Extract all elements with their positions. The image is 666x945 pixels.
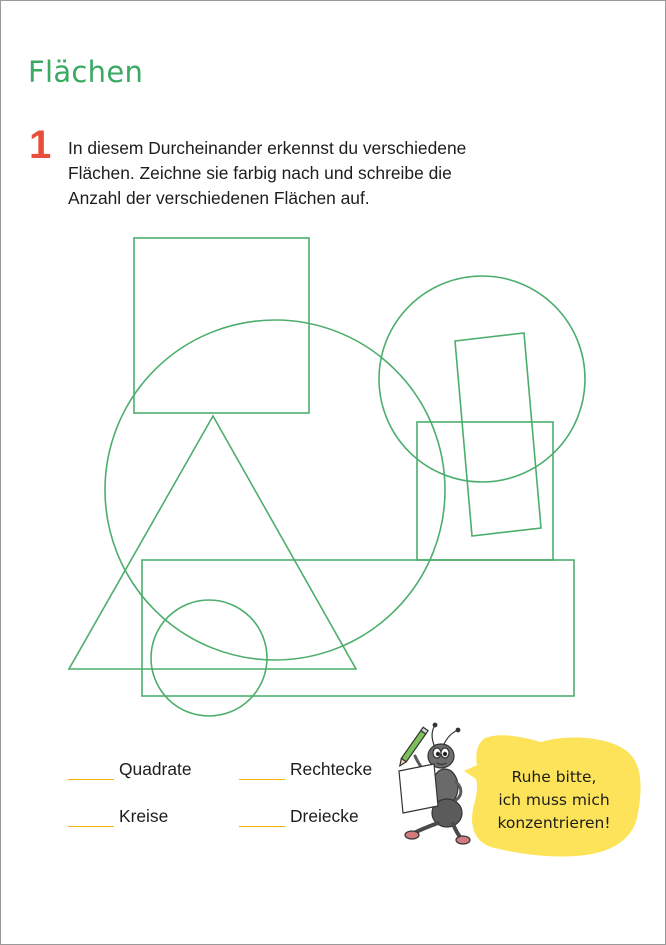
task-line: Anzahl der verschiedenen Flächen auf. (68, 188, 370, 208)
bubble-line: Ruhe bitte, (511, 768, 597, 786)
answer-blank[interactable] (239, 761, 285, 780)
ant-mascot-icon (397, 723, 470, 844)
circle-large[interactable] (105, 320, 445, 660)
task-number: 1 (29, 123, 52, 167)
page-title: Flächen (28, 55, 144, 89)
speech-bubble-text (479, 766, 629, 835)
answer-blank[interactable] (239, 808, 285, 827)
bubble-line: konzentrieren! (497, 814, 611, 832)
answer-blank[interactable] (68, 761, 114, 780)
answer-label: Rechtecke (290, 759, 373, 779)
answer-quadrate (68, 759, 192, 780)
answer-rechtecke (239, 759, 372, 780)
rectangle-tilted[interactable] (455, 333, 541, 536)
circle-right[interactable] (379, 276, 585, 482)
task-line: Flächen. Zeichne sie farbig nach und schreibe die (68, 163, 452, 183)
triangle[interactable] (69, 416, 356, 669)
square-top-left[interactable] (134, 238, 309, 413)
task-line: In diesem Durcheinander erkennst du verschiedene (68, 138, 467, 158)
answer-blank[interactable] (68, 808, 114, 827)
rectangle-bottom[interactable] (142, 560, 574, 696)
answer-label: Quadrate (119, 759, 192, 779)
answer-dreiecke (239, 806, 359, 827)
answer-label: Kreise (119, 806, 169, 826)
answer-kreise (68, 806, 168, 827)
answer-label: Dreiecke (290, 806, 359, 826)
bubble-line: ich muss mich (498, 791, 610, 809)
